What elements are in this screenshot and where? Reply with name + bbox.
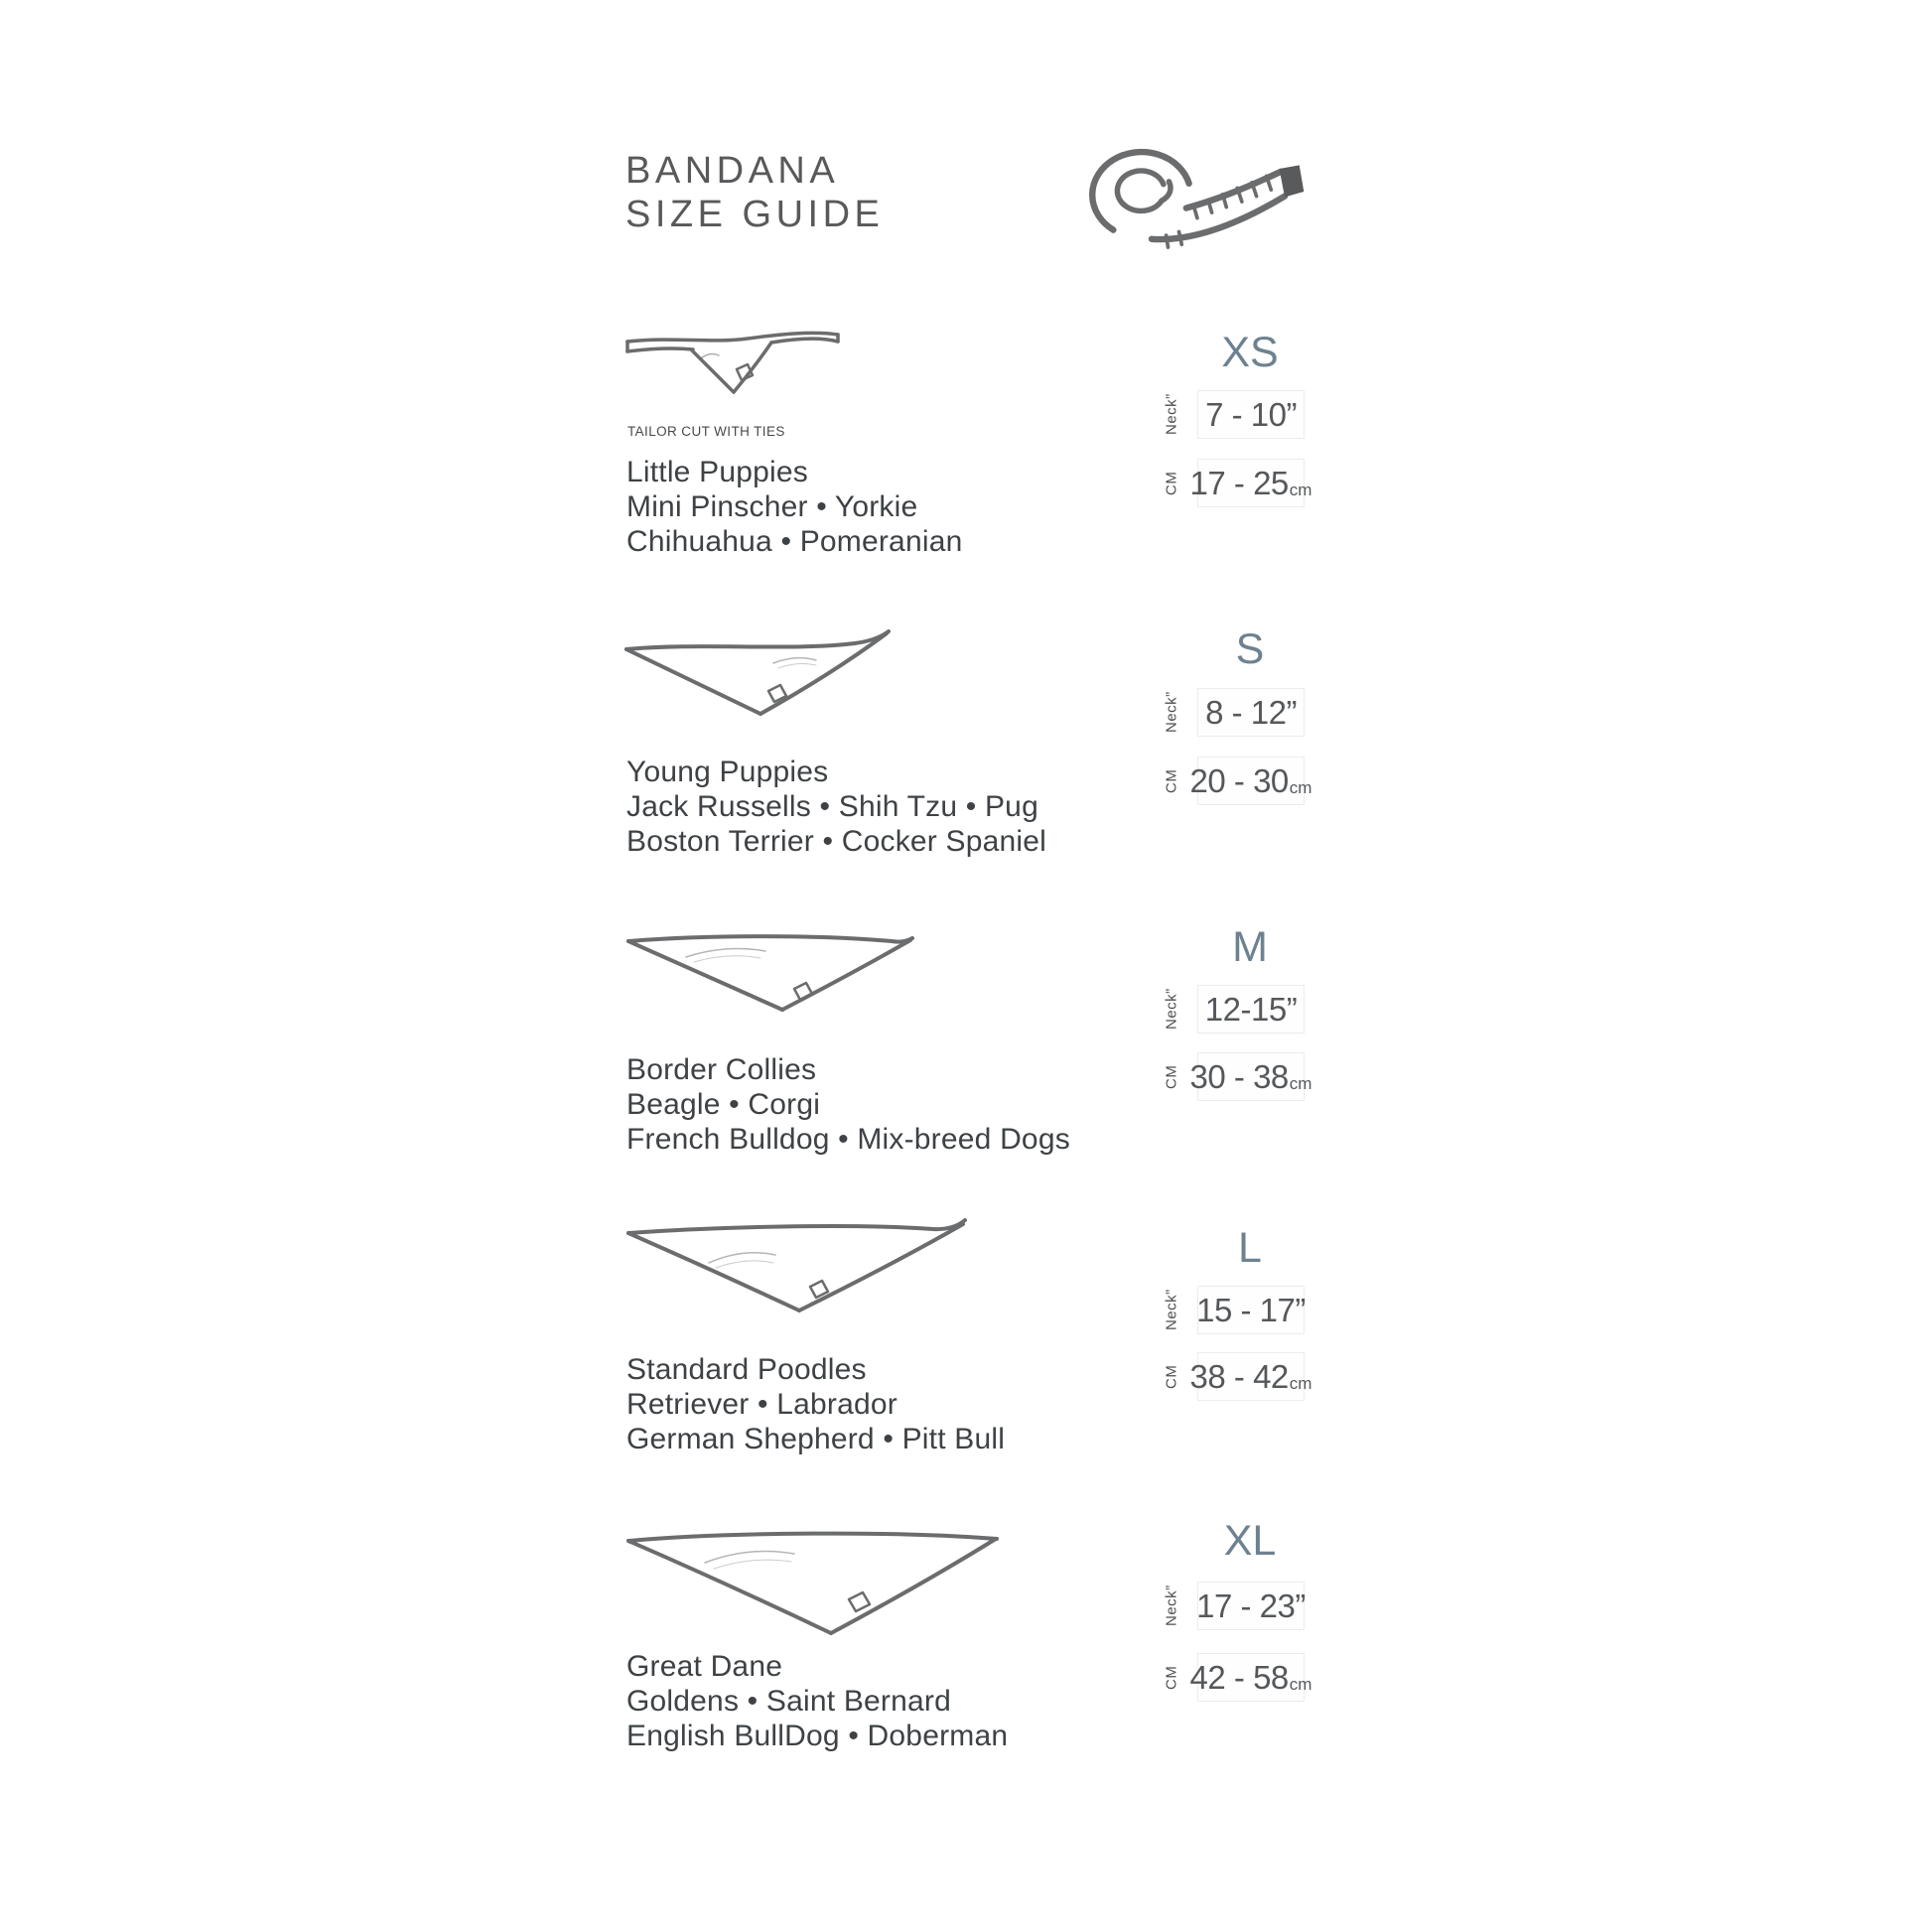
neck-inches-label: Neck” — [1163, 393, 1180, 436]
cm-unit-suffix: cm — [1289, 480, 1312, 499]
breed-line: English BullDog • Doberman — [626, 1720, 1009, 1752]
breed-list-xs — [626, 455, 962, 559]
neck-inches-value: 8 - 12” — [1205, 693, 1297, 731]
neck-inches-value: 17 - 23” — [1196, 1587, 1306, 1624]
neck-inches-value: 7 - 10” — [1205, 395, 1297, 433]
size-code-xl: XL — [1223, 1517, 1277, 1565]
breed-line: Young Puppies — [626, 756, 829, 788]
breed-line: Border Collies — [626, 1053, 817, 1086]
bandana-m-illustration — [619, 931, 916, 1016]
bandana-s-illustration — [617, 625, 899, 725]
breed-line: Standard Poodles — [626, 1353, 867, 1386]
breed-line: French Bulldog • Mix-breed Dogs — [626, 1123, 1070, 1156]
cm-unit-suffix: cm — [1289, 1674, 1312, 1694]
breed-line: Great Dane — [626, 1650, 783, 1683]
cm-label: CM — [1163, 1364, 1180, 1389]
neck-cm-box — [1189, 459, 1312, 507]
neck-cm-value: 42 - 58 — [1189, 1658, 1289, 1696]
breed-line: Mini Pinscher • Yorkie — [626, 490, 918, 523]
breed-list-m — [626, 1052, 1070, 1157]
breed-list-xl — [626, 1649, 1008, 1753]
neck-cm-value: 20 - 30 — [1189, 761, 1289, 799]
neck-cm-box — [1189, 757, 1312, 805]
bandana-l-illustration — [616, 1217, 973, 1318]
neck-inches-value: 12-15” — [1204, 990, 1298, 1028]
cm-label: CM — [1163, 1064, 1180, 1089]
tailor-note: TAILOR CUT WITH TIES — [627, 424, 785, 439]
breed-line: Jack Russells • Shih Tzu • Pug — [626, 790, 1038, 823]
size-code-xs: XS — [1221, 329, 1279, 376]
breed-list-s — [626, 755, 1046, 859]
neck-inches-value: 15 - 17” — [1196, 1291, 1306, 1328]
page-title-line-2: SIZE GUIDE — [625, 194, 885, 235]
neck-inches-label: Neck” — [1163, 1585, 1180, 1627]
neck-cm-value: 30 - 38 — [1189, 1057, 1289, 1095]
bandana-xs-illustration — [619, 326, 847, 403]
neck-inches-box — [1197, 985, 1305, 1034]
size-code-m: M — [1232, 923, 1268, 971]
breed-list-l — [626, 1352, 1005, 1456]
neck-inches-box — [1197, 390, 1305, 439]
breed-line: Little Puppies — [626, 456, 808, 488]
neck-inches-label: Neck” — [1163, 691, 1180, 734]
breed-line: Boston Terrier • Cocker Spaniel — [626, 825, 1047, 858]
neck-inches-box — [1197, 688, 1305, 737]
breed-line: Retriever • Labrador — [626, 1388, 897, 1421]
neck-cm-value: 38 - 42 — [1189, 1357, 1289, 1395]
cm-label: CM — [1163, 1665, 1180, 1690]
cm-label: CM — [1163, 768, 1180, 793]
measuring-tape-icon — [1084, 141, 1308, 265]
neck-inches-box — [1197, 1582, 1305, 1630]
breed-line: Chihuahua • Pomeranian — [626, 525, 963, 558]
neck-cm-box — [1189, 1653, 1312, 1702]
bandana-xl-illustration — [616, 1527, 1008, 1641]
cm-unit-suffix: cm — [1289, 777, 1312, 797]
breed-line: German Shepherd • Pitt Bull — [626, 1423, 1006, 1455]
neck-inches-label: Neck” — [1163, 1289, 1180, 1331]
size-code-s: S — [1235, 625, 1265, 673]
breed-line: Goldens • Saint Bernard — [626, 1685, 951, 1718]
size-code-l: L — [1238, 1224, 1262, 1272]
breed-line: Beagle • Corgi — [626, 1088, 821, 1121]
neck-inches-label: Neck” — [1163, 988, 1180, 1031]
page-title-line-1: BANDANA — [625, 150, 840, 192]
neck-cm-value: 17 - 25 — [1189, 464, 1289, 501]
cm-unit-suffix: cm — [1289, 1073, 1312, 1093]
cm-unit-suffix: cm — [1289, 1373, 1312, 1393]
neck-cm-box — [1189, 1352, 1312, 1401]
neck-cm-box — [1189, 1052, 1312, 1101]
cm-label: CM — [1163, 471, 1180, 495]
page-title — [625, 149, 884, 236]
neck-inches-box — [1197, 1286, 1305, 1334]
